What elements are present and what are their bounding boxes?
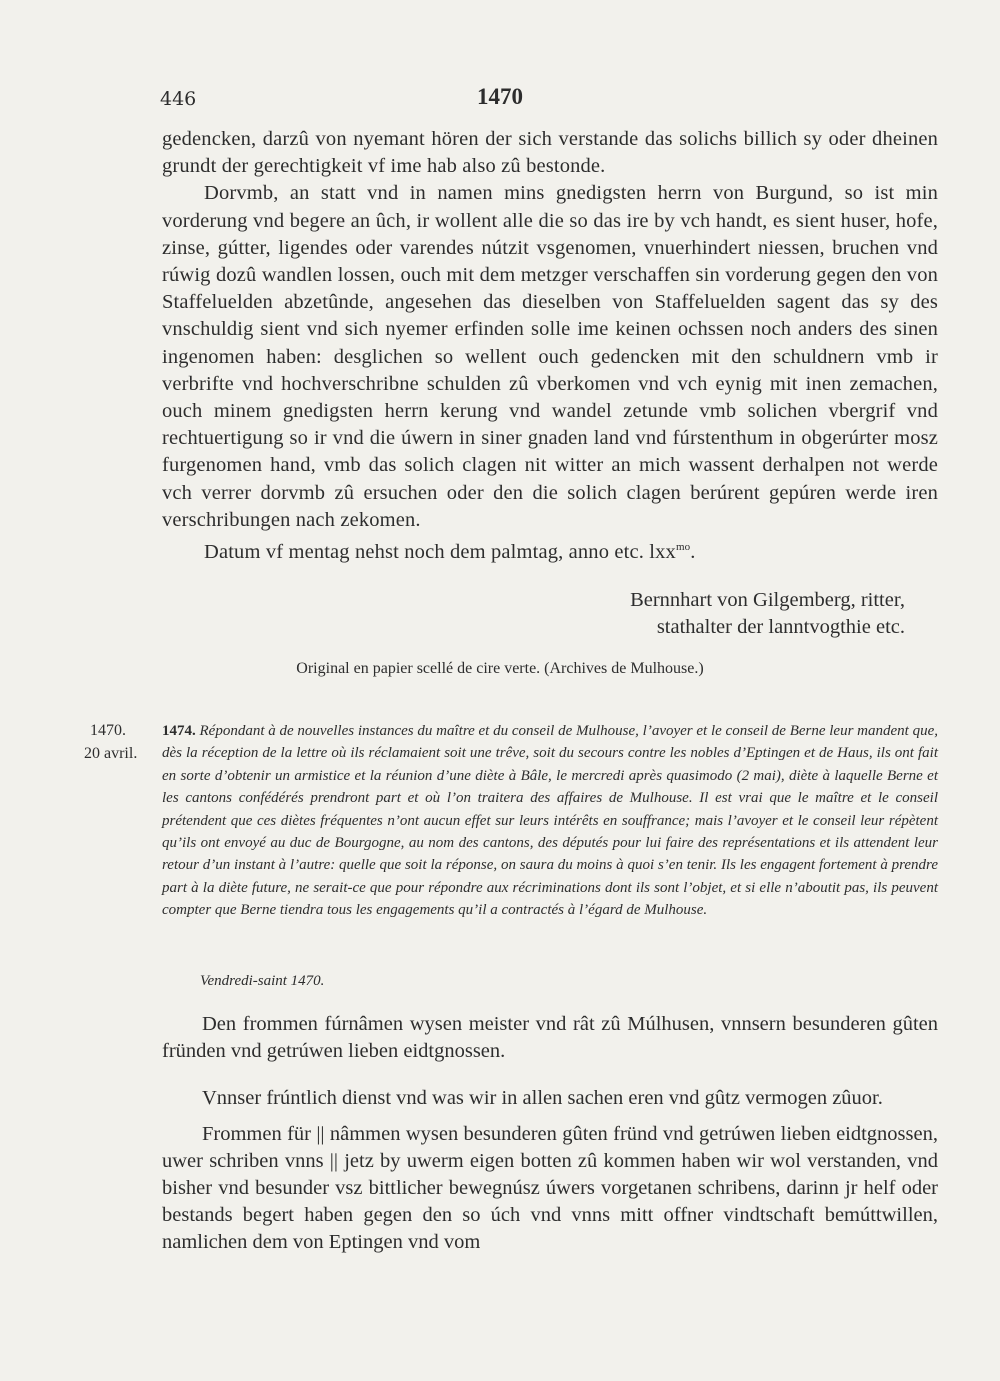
entry-date-line: Vendredi-saint 1470. — [200, 973, 325, 989]
letter-paragraph: Dorvmb, an statt vnd in namen mins gnedigsten herrn von Burgund, so ist min vorderung vnd begere an ûch, ir wollent alle die so das ire by vch handt, es sient huser, hofe, zinse, gútter, ligendes oder varendes nútzit vsgenomen, vnuerhindert niessen, bruchen vnd rúwig dozû wandlen lossen, ouch mit dem metzger verschaffen sin vorderung gegen den von Staffeluelden abzetûnde, angesehen das dieselben von Staffeluelden sagent das sy des vnschuldig sient vnd sich nyemer erfinden solle ime keinen ochssen noch anders des sinen ingenomen haben: desglichen so wellent ouch gedencken mit den schuldnern vmb ir verbrifte vnd hochverschribne schulden zû vberkomen vnd vch eynig mit inen zemachen, ouch minem gnedigsten herrn kerung vnd wandel zetunde vmb solichen vbergrif vnd rechtuertigung so ir vnd die úwern in siner gnaden land vnd fúrstenthum in obgerúrter mosz furgenomen hand, vmb das solich clagen nit witter an mich wassent derhalpen not werde vch verrer dorvmb zû ersuchen oder den die solich clagen berúrent gepúren werde iren verschribungen nach zekomen. — [162, 182, 938, 531]
letter-datum — [162, 534, 938, 566]
page-number: 446 — [160, 88, 197, 110]
signature-line-1: Bernnhart von Gilgemberg, ritter, — [630, 589, 905, 611]
entry-number: 1474. — [162, 723, 196, 739]
letter-body — [162, 126, 938, 566]
letter2-paragraph: Frommen für || nâmmen wysen besunderen gûten fründ vnd getrúwen lieben eidtgnossen, uwer schriben vnns || jetz by uwerm eigen botten zû kommen haben wir wol verstanden, vnd bisher vnd besunder vsz bittlicher bewegnúsz úwers vorgetanen schribens, darinn jr helf oder bestands begert haben gegen den so úch vnd vnns mitt offner vindtschaft bemúttwillen, namlichen dem von Eptingen vnd vom — [162, 1122, 938, 1254]
datum-end: . — [690, 540, 696, 563]
page-year-heading: 1470 — [477, 84, 523, 109]
letter2-body — [162, 1011, 938, 1257]
letter2-address: Den frommen fúrnâmen wysen meister vnd rât zû Múlhusen, vnnsern besunderen gûten fründen vnd getrúwen lieben eidtgnossen. — [162, 1013, 938, 1063]
signature-line-2: stathalter der lanntvogthie etc. — [656, 616, 905, 638]
entry-summary — [162, 720, 938, 922]
datum-text: Datum vf mentag nehst noch dem palmtag, anno etc. lxx — [204, 540, 676, 563]
letter-paragraph: gedencken, darzû von nyemant hören der sich verstande das solichs billich sy oder dheinen grundt der gerechtigkeit vf ime hab also zû bestonde. — [162, 128, 938, 178]
letter2-greeting: Vnnser frúntlich dienst vnd was wir in allen sachen eren vnd gûtz vermogen zûuor. — [202, 1087, 883, 1110]
datum-superscript: mo — [675, 541, 691, 554]
margin-year: 1470. — [90, 722, 126, 739]
margin-date: 20 avril. — [84, 745, 138, 762]
source-note: Original en papier scellé de cire verte. (Archives de Mulhouse.) — [296, 660, 704, 677]
summary-text: Répondant à de nouvelles instances du maître et du conseil de Mulhouse, l’avoyer et le conseil de Berne leur mandent que, dès la réception de la lettre où ils réclamaient soit une trêve, soit du secours contre les nobles d’Eptingen et de Haus, ils ont fait en sorte d’obtenir un armistice et la réunion d’une diète à Bâle, le mercredi après quasimodo (2 mai), diète à laquelle Berne et les cantons confédérés prendront part et où l’on traitera des affaires de Mulhouse. Il est vrai que le maître et le conseil prétendent que ces diètes fréquentes n’ont aucun effet sur leurs intérêts en souffrance; mais l’avoyer et le conseil leur répètent qu’ils ont envoyé au duc de Bourgogne, au nom des cantons, des députés pour lui faire des représentations et ils attendent leur retour d’un instant à l’autre: quelle que soit la réponse, on saura du moins à quoi s’en tenir. Ils les engagent fortement à prendre part à la diète future, ne serait-ce que pour répondre aux récriminations dont ils sont l’objet, et si elle n’aboutit pas, ils peuvent compter que Berne tiendra tous les engagements qu’il a contractés à l’égard de Mulhouse. — [162, 723, 939, 919]
